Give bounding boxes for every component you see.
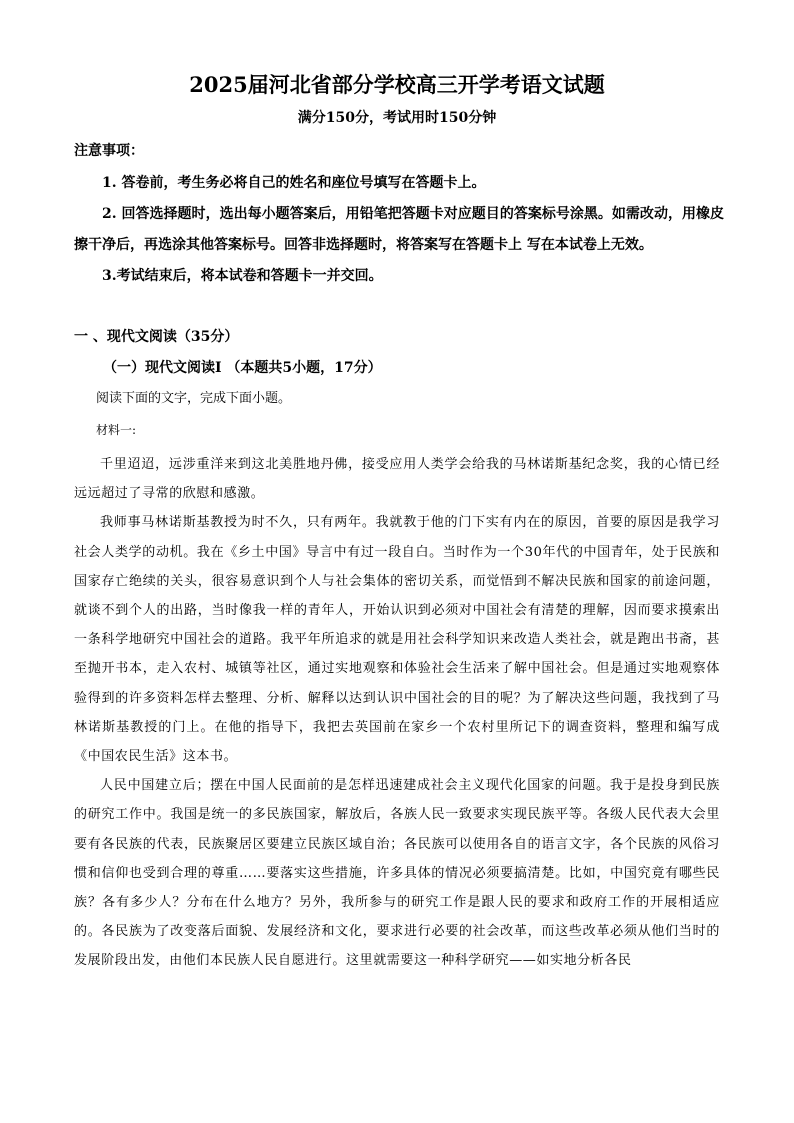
material-paragraph-2: 我师事马林诺斯基教授为时不久，只有两年。我就教于他的门下实有内在的原因，首要的原因是我学习社会人类学的动机。我在《乡土中国》导言中有过一段自白。当时作为一个30年代的中国青年，处于民族和国家存亡绝续的关头，很容易意识到个人与社会集体的密切关系，而觉悟到不解决民族和国家的前途问题，就谈不到个人的出路，当时像我一样的青年人，开始认识到必须对中国社会有清楚的理解，因而要求摸索出一条科学地研究中国社会的道路。我平年所追求的就是用社会科学知识来改造人类社会，就是跑出书斋，甚至抛开书本，走入农村、城镇等社区，通过实地观察和体验社会生活来了解中国社会。但是通过实地观察体验得到的许多资料怎样去整理、分析、解释以达到认识中国社会的目的呢？为了解决这些问题，我找到了马林诺斯基教授的门上。在他的指导下，我把去英国前在家乡一个农村里所记下的调查资料，整理和编写成《中国农民生活》这本书。 [74,515,720,765]
exam-subtitle: 满分150分，考试用时150分钟 [297,110,497,126]
notice-item-1: 1. 答卷前，考生务必将自己的姓名和座位号填写在答题卡上。 [102,175,486,191]
exam-title: 2025届河北省部分学校高三开学考语文试题 [189,72,605,97]
notice-list [74,168,724,292]
reading-instruction: 阅读下面的文字，完成下面小题。 [96,391,292,406]
notice-heading: 注意事项： [74,143,144,159]
material-body [74,450,720,976]
material-label: 材料一: [96,423,137,437]
notice-item-2: 2. 回答选择题时，选出每小题答案后，用铅笔把答题卡对应题目的答案标号涂黑。如需改动，用橡皮擦干净后，再选涂其他答案标号。回答非选择题时，将答案写在答题卡上 写在本试卷上无效。 [74,206,724,253]
notice-item-3: 3.考试结束后，将本试卷和答题卡一并交回。 [102,268,383,284]
material-paragraph-1: 千里迢迢，远涉重洋来到这北美胜地丹佛，接受应用人类学会给我的马林诺斯基纪念奖，我的心情已经远远超过了寻常的欣慰和感激。 [74,457,720,502]
section-subheading: （一）现代文阅读Ⅰ （本题共5小题，17分） [103,360,382,376]
material-paragraph-3: 人民中国建立后；摆在中国人民面前的是怎样迅速建成社会主义现代化国家的问题。我于是投身到民族的研究工作中。我国是统一的多民族国家，解放后，各族人民一致要求实现民族平等。各级人民代表大会里要有各民族的代表，民族聚居区要建立民族区域自治；各民族可以使用各自的语言文字，各个民族的风俗习惯和信仰也受到合理的尊重……要落实这些措施，许多具体的情况必须要搞清楚。比如，中国究竟有哪些民族？各有多少人？分布在什么地方？另外，我所参与的研究工作是跟人民的要求和政府工作的开展相适应的。各民族为了改变落后面貌、发展经济和文化，要求进行必要的社会改革，而这些改革必须从他们当时的发展阶段出发，由他们本民族人民自愿进行。这里就需要这一种科学研究——如实地分析各民 [74,778,720,969]
section-heading: 一 、现代文阅读（35分） [74,329,239,345]
